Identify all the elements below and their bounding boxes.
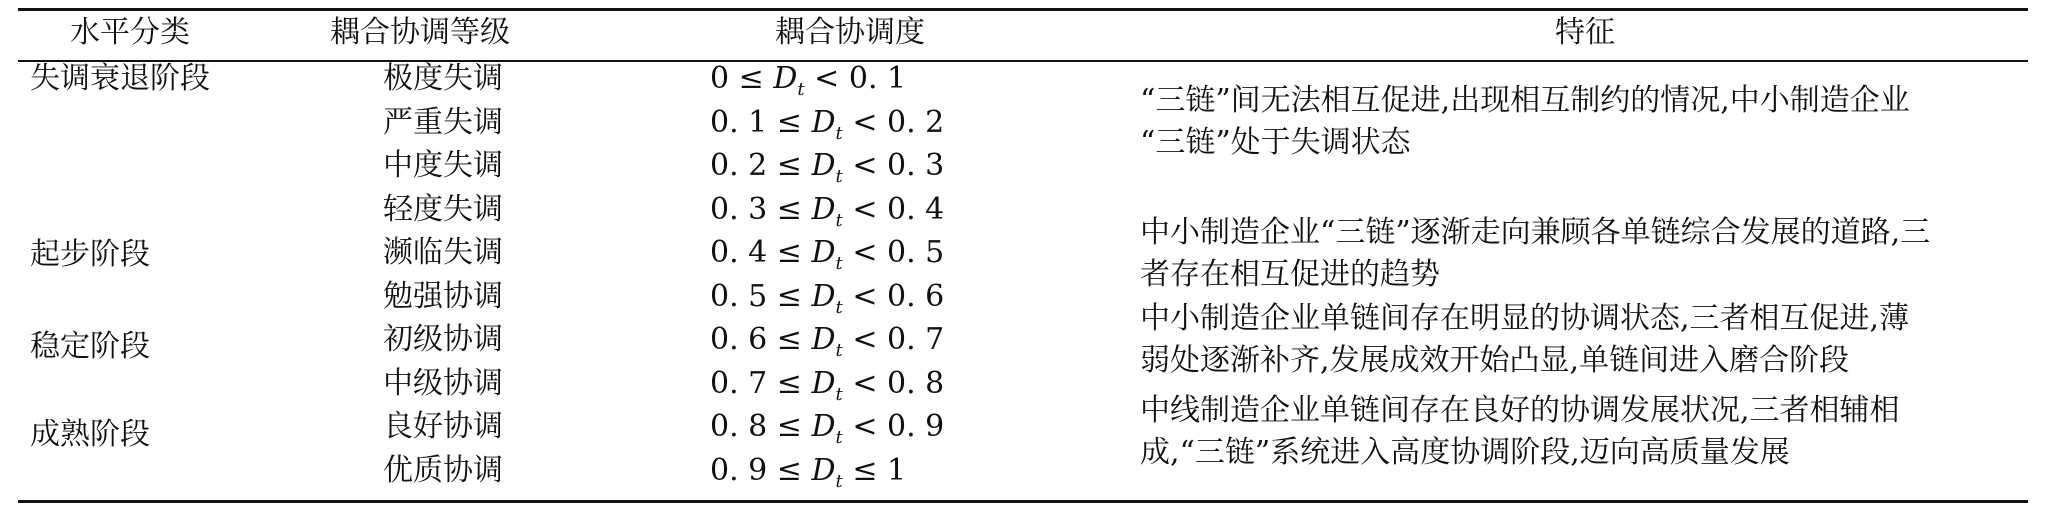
header-degree: 耦合协调度: [775, 15, 925, 50]
degree-part: ≤: [776, 191, 802, 227]
degree-variable-subscript: t: [835, 470, 843, 492]
degree-cell: [710, 149, 944, 194]
degree-part: 0. 4: [710, 235, 768, 270]
degree-variable: [811, 235, 843, 274]
degree-variable: D: [811, 278, 836, 314]
degree-part: <: [852, 322, 878, 357]
degree-part: 0. 5: [710, 278, 768, 314]
degree-variable-subscript: t: [835, 296, 843, 318]
degree-variable: D: [811, 365, 836, 401]
degree-variable-subscript: t: [797, 79, 805, 100]
degree-part: ≤: [776, 104, 802, 140]
degree-variable: [811, 148, 843, 187]
degree-variable: [811, 104, 843, 144]
table-header-rule: [18, 60, 2028, 62]
degree-variable: [811, 452, 843, 492]
degree-part: 0. 1: [848, 61, 907, 96]
degree-variable: D: [811, 235, 836, 270]
feature-line: 弱处逐渐补齐,发展成效开始凸显,单链间进入磨合阶段: [1140, 343, 1850, 378]
degree-variable-subscript: t: [835, 340, 843, 361]
degree-part: 1: [887, 452, 907, 488]
degree-part: ≤: [776, 409, 802, 444]
degree-part: ≤: [776, 278, 802, 314]
header-feature: 特征: [1555, 15, 1615, 50]
degree-part: 0. 7: [887, 322, 945, 357]
degree-variable: D: [811, 322, 836, 357]
table-top-rule: [18, 8, 2028, 11]
header-level: 水平分类: [70, 15, 190, 50]
degree-variable: [811, 191, 843, 231]
degree-variable-subscript: t: [835, 427, 843, 448]
degree-part: <: [852, 235, 878, 270]
degree-cell: [710, 62, 906, 107]
degree-part: ≤: [776, 365, 802, 401]
degree-part: ≤: [776, 235, 802, 270]
degree-part: 0. 1: [710, 104, 768, 140]
degree-variable-subscript: t: [835, 166, 843, 187]
feature-line: 中线制造企业单链间存在良好的协调发展状况,三者相辅相: [1140, 393, 1900, 428]
degree-variable-subscript: t: [835, 122, 843, 144]
degree-part: 0: [710, 61, 730, 96]
level-cell: 起步阶段: [30, 237, 150, 272]
degree-part: ≤: [852, 452, 878, 488]
grade-cell: 勉强协调: [383, 278, 503, 314]
degree-cell: [710, 454, 906, 499]
degree-part: <: [814, 61, 840, 96]
degree-part: 0. 3: [887, 148, 945, 183]
degree-variable: D: [811, 191, 836, 227]
degree-part: 0. 8: [710, 409, 768, 444]
level-cell: 稳定阶段: [30, 329, 150, 364]
level-cell: 成熟阶段: [30, 417, 150, 452]
degree-part: 0. 6: [710, 322, 768, 357]
degree-part: 0. 9: [887, 409, 945, 444]
grade-cell: 良好协调: [383, 409, 503, 444]
degree-cell: [710, 367, 944, 412]
degree-variable: [773, 61, 805, 100]
feature-line: 中小制造企业“三链”逐渐走向兼顾各单链综合发展的道路,三: [1140, 215, 1931, 250]
degree-part: ≤: [738, 61, 764, 96]
degree-variable-subscript: t: [835, 383, 843, 405]
feature-line: 中小制造企业单链间存在明显的协调状态,三者相互促进,薄: [1140, 301, 1910, 336]
degree-variable: [811, 365, 843, 405]
grade-cell: 濒临失调: [383, 235, 503, 270]
degree-variable: [811, 409, 843, 448]
degree-variable: D: [811, 409, 836, 444]
feature-line: “三链”处于失调状态: [1140, 125, 1411, 160]
degree-part: <: [852, 191, 878, 227]
feature-cell: [1140, 298, 2020, 382]
degree-part: 0. 7: [710, 365, 768, 401]
grade-cell: 优质协调: [383, 452, 503, 488]
grade-cell: 初级协调: [383, 322, 503, 357]
grade-cell: 极度失调: [383, 61, 503, 96]
header-grade: 耦合协调等级: [330, 15, 510, 50]
feature-cell: [1140, 212, 2020, 296]
degree-cell: [710, 410, 944, 455]
degree-variable-subscript: t: [835, 253, 843, 274]
degree-variable: D: [773, 61, 798, 96]
degree-part: 0. 9: [710, 452, 768, 488]
degree-part: <: [852, 365, 878, 401]
grade-cell: 轻度失调: [383, 191, 503, 227]
degree-cell: [710, 236, 944, 281]
feature-cell: [1140, 80, 2020, 164]
degree-part: 0. 5: [887, 235, 945, 270]
degree-cell: [710, 323, 944, 368]
level-cell: 失调衰退阶段: [30, 61, 210, 96]
degree-variable: D: [811, 104, 836, 140]
degree-cell: [710, 193, 944, 238]
degree-part: <: [852, 104, 878, 140]
table-bottom-rule: [18, 500, 2028, 503]
feature-cell: [1140, 390, 2020, 474]
degree-variable: D: [811, 452, 836, 488]
degree-variable-subscript: t: [835, 209, 843, 231]
feature-line: “三链”间无法相互促进,出现相互制约的情况,中小制造企业: [1140, 83, 1910, 118]
degree-part: ≤: [776, 452, 802, 488]
degree-cell: [710, 106, 944, 151]
degree-part: <: [852, 148, 878, 183]
degree-variable: [811, 278, 843, 318]
degree-part: <: [852, 409, 878, 444]
degree-part: ≤: [776, 148, 802, 183]
degree-part: 0. 4: [887, 191, 945, 227]
grade-cell: 中级协调: [383, 365, 503, 401]
grade-cell: 严重失调: [383, 104, 503, 140]
feature-line: 成,“三链”系统进入高度协调阶段,迈向高质量发展: [1140, 435, 1790, 470]
degree-part: <: [852, 278, 878, 314]
degree-variable: D: [811, 148, 836, 183]
feature-line: 者存在相互促进的趋势: [1140, 257, 1440, 292]
grade-cell: 中度失调: [383, 148, 503, 183]
degree-part: 0. 2: [887, 104, 945, 140]
degree-variable: [811, 322, 843, 361]
degree-part: 0. 3: [710, 191, 768, 227]
degree-part: 0. 6: [887, 278, 945, 314]
degree-cell: [710, 280, 944, 325]
degree-part: 0. 8: [887, 365, 945, 401]
degree-part: ≤: [776, 322, 802, 357]
degree-part: 0. 2: [710, 148, 768, 183]
